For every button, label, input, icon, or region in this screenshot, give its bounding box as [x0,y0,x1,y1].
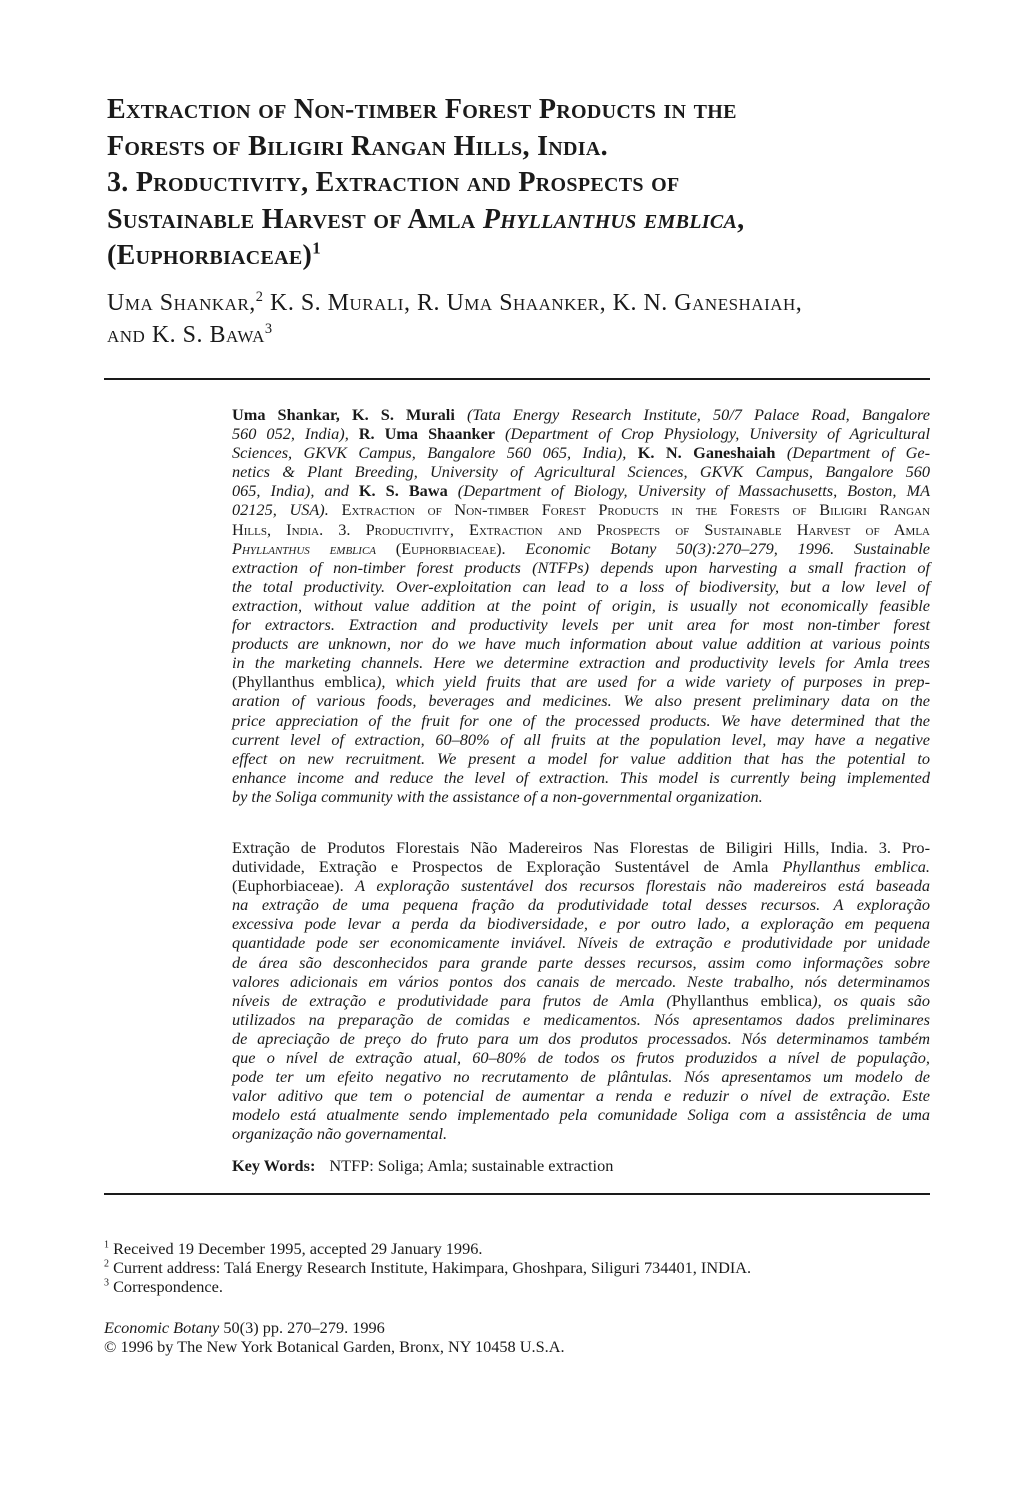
abstract-line: price appreciation of the fruit for one of the processed products. We have determined that the [232,710,930,730]
abstract-line [232,405,930,424]
authors-rest: K. S. Murali, R. Uma Shaanker, K. N. Ganeshaiah, [263,290,803,316]
abstract-line: valor aditivo que tem o potencial de aumentar a renda e reduzir o nível de extração. Este [232,1086,930,1106]
title-line-1: Extraction of Non-timber Forest Products in the [107,94,737,125]
abstract-line: organização não governamental. [232,1124,448,1144]
author-1: Uma Shankar, [107,290,256,316]
affiliation: 560 052, India), [232,424,359,444]
species-name: Phyllanthus emblica. [782,857,930,877]
article-title [107,92,947,275]
title-line-5 [107,238,947,275]
footnote-3 [104,1277,751,1296]
portuguese-abstract [232,838,930,1144]
affiliation: (Tata Energy Research Institute, 50/7 Palace Road, Bangalore [454,405,930,424]
top-rule [104,378,930,380]
abstract-line [232,876,930,895]
abstract-text: dutividade, Extração e Prospectos de Exploração Sustentável de Amla [232,857,783,877]
title-line-4c: , [737,203,745,235]
footnote-2 [104,1258,751,1277]
key-words-value: NTFP: Soliga; Amla; sustainable extraction [329,1156,614,1175]
title-footnote-mark: 1 [312,238,321,258]
abstract-line: modelo está atualmente sendo implementado pela comunidade Soliga com a assistência de uma [232,1105,930,1125]
abstract-line: netics & Plant Breeding, University of Agricultural Sciences, GKVK Campus, Bangalore 560 [232,462,930,482]
abstract-line: que o nível de extração atual, 60–80% de todos os frutos produzidos a nível de população, [232,1048,930,1068]
author-name: K. N. Ganeshaiah [637,443,776,463]
author-names: Uma Shankar, K. S. Murali [232,405,455,424]
key-words-label: Key Words: [232,1156,316,1175]
abstract-line: na extração de uma pequena fração da produtividade total desses recursos. A exploração [232,895,930,915]
abstract-line: pode ter um efeito negativo no recrutamento de plântulas. Nós apresentamos um modelo de [232,1067,930,1087]
journal-citation [104,1318,565,1337]
abstract-line [232,857,930,876]
abstract-line: utilizados na preparação de comidas e medicamentos. Nós apresentamos dados preliminares [232,1009,930,1029]
abstract-line: for extractors. Extraction and productivity levels per unit area for most non-timber forest [232,615,930,635]
species-name: (Phyllanthus emblica [232,672,376,692]
journal-issue: 50(3) pp. 270–279. 1996 [219,1318,385,1337]
citation-source: Economic Botany 50(3):270–279, 1996. Sustainable [525,538,930,558]
abstract-line: extraction, without value addition at the point of origin, is usually not economically feasible [232,595,930,615]
abstract-line: enhance income and reduce the level of extraction. This model is currently being implemented [232,767,930,787]
title-species: Phyllanthus emblica [482,203,738,235]
abstract-line: quantidade pode ser economicamente inviável. Níveis de extração e produtividade por unidade [232,933,930,953]
abstract-line: excessiva pode levar a perda da biodiversidade, e por outro lado, a exploração em pequena [232,914,930,934]
abstract-line: in the marketing channels. Here we determine extraction and productivity levels for Amla trees [232,653,930,673]
affiliation: 065, India), and [232,481,359,501]
abstract-line: de apreciação de preço do fruto para um dos produtos processados. Nós determinamos também [232,1028,930,1048]
abstract-line [232,500,930,519]
author-name: R. Uma Shaanker [358,424,496,444]
footnote-mark: 2 [104,1258,109,1270]
affiliation: (Department of Crop Physiology, University of Agricultural [495,424,930,444]
footnote-text: Current address: Talá Energy Research Institute, Hakimpara, Ghoshpara, Siliguri 734401, INDIA. [109,1258,752,1277]
abstract-line: valores adicionais em vários pontos dos canais de mercado. Neste trabalho, nós determinamos [232,971,930,991]
footnote-text: Correspondence. [109,1277,223,1296]
author-list [107,287,947,351]
authors-line-1 [107,287,947,319]
authors-line-2 [107,319,947,351]
title-family: (Euphorbiaceae) [107,240,313,271]
abstract-line [232,991,930,1010]
footnote-mark: 1 [104,1239,109,1251]
abstract-text: ), os quais são [812,990,930,1010]
affiliation: Sciences, GKVK Campus, Bangalore 560 065, India), [232,443,638,463]
title-line-4a: Sustainable Harvest of Amla [107,203,483,235]
bottom-rule [104,1193,930,1195]
affiliation: (Department of Biology, University of Massachusetts, Boston, MA [447,481,931,501]
footnotes [104,1239,751,1296]
abstract-line: extraction of non-timber forest products (NTFPs) depends upon harvesting a small fraction of [232,557,930,577]
author-last-footnote-mark: 3 [264,321,273,337]
abstract-line [232,672,930,691]
copyright-notice: © 1996 by The New York Botanical Garden, Bronx, NY 10458 U.S.A. [104,1337,565,1356]
author-last: and K. S. Bawa [107,322,265,348]
affiliation: 02125, USA). [232,500,342,520]
footnote-text: Received 19 December 1995, accepted 29 January 1996. [109,1239,483,1258]
author-1-footnote-mark: 2 [255,289,264,305]
citation-species: Phyllanthus emblica [232,538,377,558]
abstract-line: the total productivity. Over-exploitation can lead to a loss of biodiversity, but a low level of [232,576,930,596]
family-name: (Euphorbiaceae). [232,876,356,896]
abstract-line: effect on new recruitment. We present a model for value addition that has the potential to [232,748,930,768]
affiliation: (Department of Ge- [775,443,930,463]
footnote-1 [104,1239,751,1258]
english-abstract [232,405,930,806]
citation-family: (Euphorbiaceae). [376,538,526,558]
abstract-line [232,424,930,443]
abstract-line [232,481,930,500]
abstract-text: níveis de extração e produtividade para frutos de Amla ( [232,990,672,1010]
abstract-line: Hills, India. 3. Productivity, Extraction and Prospects of Sustainable Harvest of Amla [232,519,930,539]
author-name: K. S. Bawa [358,481,448,501]
title-line-2: Forests of Biligiri Rangan Hills, India. [107,130,608,162]
abstract-line: by the Soliga community with the assistance of a non-governmental organization. [232,786,763,806]
abstract-line [232,539,930,558]
abstract-line [232,443,930,462]
citation-title: Extraction of Non-timber Forest Products in the Forests of Biligiri Rangan [341,500,931,520]
species-name: Phyllanthus emblica [671,990,813,1010]
title-line-4 [107,202,947,239]
abstract-line: de área são desconhecidos para grande parte desses recursos, assim como informações sobre [232,952,930,972]
abstract-line: products are unknown, nor do we have much information about value addition at various points [232,634,930,654]
title-line-3: 3. Productivity, Extraction and Prospects of [107,167,680,198]
abstract-text: ), which yield fruits that are used for a wide variety of purposes in prep- [375,672,930,692]
abstract-line: current level of extraction, 60–80% of all fruits at the population level, may have a negative [232,729,930,749]
footnote-mark: 3 [104,1277,109,1289]
journal-name: Economic Botany [104,1318,220,1337]
journal-info [104,1318,565,1356]
abstract-line: Extração de Produtos Florestais Não Madereiros Nas Florestas de Biligiri Hills, India. 3. Pro- [232,838,930,857]
abstract-line: aration of various foods, beverages and medicines. We also present preliminary data on the [232,691,930,711]
abstract-text: A exploração sustentável dos recursos florestais não madereiros está baseada [355,876,930,896]
key-words [232,1156,613,1176]
